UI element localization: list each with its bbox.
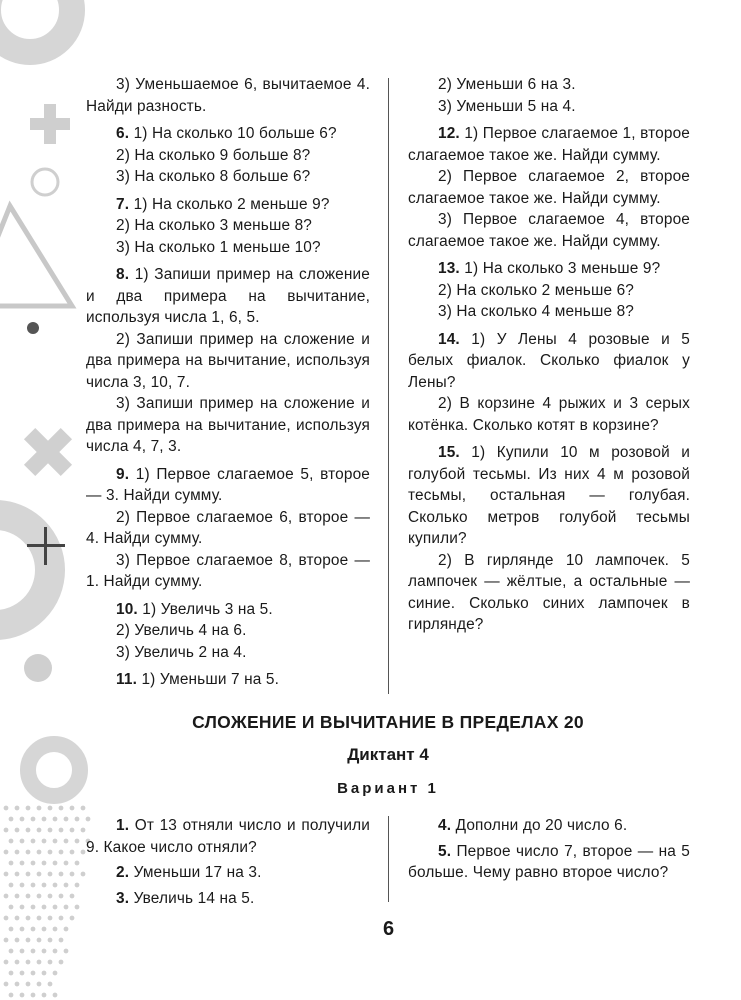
decor-grid-dot bbox=[42, 949, 47, 954]
task-number: 5. bbox=[438, 842, 452, 860]
decor-grid-dot bbox=[64, 839, 69, 844]
task-text: 2) Уменьши 6 на 3. bbox=[438, 76, 576, 93]
decor-grid-dot bbox=[59, 960, 64, 965]
task-number: 14. bbox=[438, 330, 460, 348]
decor-grid-dot bbox=[59, 872, 64, 877]
task-text: 3) На сколько 8 больше 6? bbox=[116, 168, 311, 185]
task-text: 1) Первое слагаемое 5, второе — 3. Найди сумму. bbox=[86, 465, 370, 504]
right-column bbox=[408, 74, 690, 642]
decor-grid-dot bbox=[15, 960, 20, 965]
task-line bbox=[86, 194, 370, 216]
decor-grid-dot bbox=[53, 949, 58, 954]
decor-grid-dot bbox=[48, 894, 53, 899]
bottom-right-column bbox=[408, 815, 690, 888]
decor-grid-dot bbox=[4, 894, 9, 899]
decor-grid-dot bbox=[64, 949, 69, 954]
task-text: 3) Первое слагаемое 8, второе — 1. Найди сумму. bbox=[86, 551, 370, 590]
task-line bbox=[408, 209, 690, 252]
task-number: 13. bbox=[438, 260, 460, 277]
decor-grid-dot bbox=[9, 949, 14, 954]
task-line bbox=[408, 166, 690, 209]
decor-grid-dot bbox=[42, 883, 47, 888]
decor-grid-dot bbox=[37, 828, 42, 833]
decor-grid-dot bbox=[53, 883, 58, 888]
task-line bbox=[86, 123, 370, 145]
task-text: 3) Первое слагаемое 4, второе слагаемое такое же. Найди сумму. bbox=[408, 211, 690, 250]
dictation-item bbox=[408, 841, 690, 884]
dictation-title: Диктант 4 bbox=[347, 745, 429, 764]
decor-grid-dot bbox=[75, 883, 80, 888]
decor-grid-dot bbox=[31, 993, 36, 998]
decor-grid-dot bbox=[53, 861, 58, 866]
task-text: 1) Первое слагаемое 1, второе слагаемое такое же. Найди сумму. bbox=[408, 125, 691, 164]
decor-grid-dot bbox=[20, 905, 25, 910]
task-number: 10. bbox=[116, 600, 138, 618]
decor-grid-dot bbox=[70, 872, 75, 877]
task-text: 1) Запиши пример на сложение и два примера на вычитание, используя числа 1, 6, 5. bbox=[86, 266, 370, 326]
decor-grid-dot bbox=[15, 894, 20, 899]
decor-grid-dot bbox=[81, 850, 86, 855]
task-12 bbox=[408, 123, 690, 252]
decor-grid-dot bbox=[48, 828, 53, 833]
task-number: 3. bbox=[116, 889, 130, 907]
variant-title: Вариант 1 bbox=[337, 780, 439, 797]
decor-grid-dot bbox=[75, 905, 80, 910]
task-text: 1) На сколько 2 меньше 9? bbox=[133, 195, 330, 213]
task-text: 2) На сколько 3 меньше 8? bbox=[116, 217, 313, 234]
task-13 bbox=[408, 258, 690, 323]
task-14 bbox=[408, 329, 690, 437]
task-line bbox=[408, 280, 690, 302]
decor-grid-dot bbox=[59, 894, 64, 899]
decor-grid-dot bbox=[9, 905, 14, 910]
task-7 bbox=[86, 194, 370, 259]
dictation-item bbox=[86, 862, 370, 884]
decor-grid-dot bbox=[42, 905, 47, 910]
decor-grid-dot bbox=[20, 817, 25, 822]
decor-grid-dot bbox=[37, 872, 42, 877]
decor-grid-dot bbox=[26, 960, 31, 965]
decor-grid-dot bbox=[26, 850, 31, 855]
decor-grid-dot bbox=[48, 806, 53, 811]
decor-grid-dot bbox=[64, 883, 69, 888]
decor-grid-dot bbox=[9, 839, 14, 844]
decor-grid-dot bbox=[53, 971, 58, 976]
decor-ring-bottom bbox=[28, 744, 80, 796]
task-text: 3) Запиши пример на сложение и два примера на вычитание, используя числа 4, 7, 3. bbox=[86, 395, 370, 455]
decor-grid-dot bbox=[15, 850, 20, 855]
decor-disc bbox=[24, 654, 52, 682]
decor-grid-dot bbox=[15, 982, 20, 987]
task-11 bbox=[86, 669, 370, 691]
column-divider-bottom bbox=[388, 816, 389, 902]
decor-grid-dot bbox=[31, 905, 36, 910]
decor-grid-dot bbox=[37, 894, 42, 899]
decor-grid-dot bbox=[26, 872, 31, 877]
task-number: 7. bbox=[116, 195, 130, 213]
task-cont bbox=[408, 74, 690, 117]
decor-grid-dot bbox=[26, 828, 31, 833]
decor-grid-dot bbox=[20, 971, 25, 976]
decor-grid-dot bbox=[4, 960, 9, 965]
task-text: 3) На сколько 1 меньше 10? bbox=[116, 238, 321, 256]
decor-grid-dot bbox=[81, 828, 86, 833]
decor-dot bbox=[27, 322, 39, 334]
decor-grid-dot bbox=[70, 828, 75, 833]
decor-grid-dot bbox=[9, 817, 14, 822]
task-line bbox=[86, 74, 370, 117]
task-text: 2) На сколько 9 больше 8? bbox=[116, 146, 311, 164]
task-line bbox=[86, 166, 370, 188]
task-line bbox=[408, 123, 690, 166]
task-line bbox=[408, 442, 690, 550]
decor-grid-dot bbox=[42, 993, 47, 998]
task-number: 6. bbox=[116, 125, 130, 142]
decor-grid-dot bbox=[81, 872, 86, 877]
task-text: 2) В гирлянде 10 лампочек. 5 лампочек — жёлтые, а остальные — синие. Сколько синих лампочек в гирлянде? bbox=[408, 551, 690, 633]
task-number: 4. bbox=[438, 817, 452, 834]
task-line bbox=[408, 96, 690, 118]
decor-grid-dot bbox=[37, 850, 42, 855]
decor-grid-dot bbox=[31, 861, 36, 866]
task-text: 3) Уменьши 5 на 4. bbox=[438, 97, 576, 115]
task-line bbox=[86, 507, 370, 550]
task-8 bbox=[86, 264, 370, 458]
task-line bbox=[408, 258, 690, 280]
task-text: 1) На сколько 10 больше 6? bbox=[133, 125, 337, 142]
task-6 bbox=[86, 123, 370, 188]
task-line bbox=[86, 550, 370, 593]
decor-grid-dot bbox=[48, 960, 53, 965]
task-number: 11. bbox=[116, 671, 137, 688]
decor-grid-dot bbox=[70, 894, 75, 899]
dictation-item bbox=[86, 815, 370, 858]
task-10 bbox=[86, 599, 370, 664]
decor-grid-dot bbox=[75, 861, 80, 866]
decor-grid-dot bbox=[53, 817, 58, 822]
task-cont bbox=[86, 74, 370, 117]
decor-grid-dot bbox=[31, 817, 36, 822]
decor-grid-dot bbox=[42, 861, 47, 866]
task-line bbox=[86, 669, 370, 691]
decor-grid-dot bbox=[42, 971, 47, 976]
task-text: 2) Первое слагаемое 6, второе — 4. Найди сумму. bbox=[86, 508, 370, 547]
decor-grid-dot bbox=[20, 861, 25, 866]
decor-grid-dot bbox=[31, 839, 36, 844]
decor-grid-dot bbox=[70, 850, 75, 855]
task-text: 2) Первое слагаемое 2, второе слагаемое такое же. Найди сумму. bbox=[408, 168, 690, 207]
decor-plus-h bbox=[30, 118, 70, 130]
decor-triangle bbox=[0, 206, 72, 306]
decor-ring-large bbox=[0, 515, 50, 625]
decor-grid-dot bbox=[4, 850, 9, 855]
task-line bbox=[408, 329, 690, 394]
task-line bbox=[86, 599, 370, 621]
task-line bbox=[86, 642, 370, 664]
decor-ring-small bbox=[32, 169, 58, 195]
decor-grid-dot bbox=[64, 861, 69, 866]
dictation-item bbox=[86, 888, 370, 910]
decor-grid-dot bbox=[20, 883, 25, 888]
decor-grid-dot bbox=[48, 850, 53, 855]
task-9 bbox=[86, 464, 370, 593]
decor-grid-dot bbox=[31, 949, 36, 954]
task-line bbox=[86, 464, 370, 507]
decor-grid-dot bbox=[9, 993, 14, 998]
decor-grid-dot bbox=[42, 839, 47, 844]
task-text: Увеличь 14 на 5. bbox=[133, 889, 255, 907]
task-number: 8. bbox=[116, 266, 130, 283]
task-line bbox=[86, 329, 370, 394]
task-text: 2) В корзине 4 рыжих и 3 серых котёнка. Сколько котят в корзине? bbox=[408, 395, 690, 434]
decor-cross bbox=[11, 415, 85, 489]
task-text: 3) Увеличь 2 на 4. bbox=[116, 643, 247, 661]
task-number: 12. bbox=[438, 125, 460, 142]
decor-grid-dot bbox=[48, 872, 53, 877]
task-text: 2) Увеличь 4 на 6. bbox=[116, 622, 247, 639]
task-text: 2) На сколько 2 меньше 6? bbox=[438, 281, 635, 299]
decor-grid-dot bbox=[37, 960, 42, 965]
decor-grid-dot bbox=[37, 806, 42, 811]
bottom-left-column bbox=[86, 815, 370, 913]
page-number: 6 bbox=[382, 918, 395, 940]
decor-grid-dot bbox=[26, 982, 31, 987]
task-line bbox=[86, 145, 370, 167]
task-text: Дополни до 20 число 6. bbox=[455, 817, 628, 834]
decor-dot-grid bbox=[4, 806, 91, 998]
task-number: 1. bbox=[116, 817, 130, 834]
decor-grid-dot bbox=[9, 861, 14, 866]
task-line bbox=[408, 550, 690, 636]
task-line bbox=[86, 393, 370, 458]
task-text: 3) Уменьшаемое 6, вычитаемое 4. Найди разность. bbox=[86, 76, 370, 115]
decor-grid-dot bbox=[59, 850, 64, 855]
column-divider-top bbox=[388, 78, 389, 694]
decor-grid-dot bbox=[64, 817, 69, 822]
task-number: 9. bbox=[116, 465, 130, 483]
decor-grid-dot bbox=[75, 817, 80, 822]
decor-grid-dot bbox=[20, 839, 25, 844]
decor-grid-dot bbox=[4, 806, 9, 811]
task-number: 2. bbox=[116, 864, 130, 881]
task-line bbox=[86, 215, 370, 237]
decor-grid-dot bbox=[64, 905, 69, 910]
decor-grid-dot bbox=[70, 806, 75, 811]
task-text: 1) На сколько 3 меньше 9? bbox=[464, 260, 661, 277]
task-text: 3) На сколько 4 меньше 8? bbox=[438, 303, 635, 320]
task-text: 2) Запиши пример на сложение и два примера на вычитание, используя числа 3, 10, 7. bbox=[86, 330, 370, 391]
decor-grid-dot bbox=[9, 971, 14, 976]
task-text: 1) Увеличь 3 на 5. bbox=[142, 600, 273, 618]
task-15 bbox=[408, 442, 690, 636]
decor-grid-dot bbox=[53, 839, 58, 844]
task-number: 15. bbox=[438, 444, 460, 461]
task-line bbox=[86, 237, 370, 259]
decor-grid-dot bbox=[15, 828, 20, 833]
dictation-item bbox=[408, 815, 690, 837]
task-line bbox=[86, 264, 370, 329]
task-text: Первое число 7, второе — на 5 больше. Чему равно второе число? bbox=[408, 842, 690, 881]
decor-grid-dot bbox=[4, 828, 9, 833]
decor-grid-dot bbox=[9, 883, 14, 888]
decor-grid-dot bbox=[37, 982, 42, 987]
section-title: СЛОЖЕНИЕ И ВЫЧИТАНИЕ В ПРЕДЕЛАХ 20 bbox=[192, 712, 584, 732]
decor-grid-dot bbox=[4, 872, 9, 877]
decor-grid-dot bbox=[20, 993, 25, 998]
task-line bbox=[86, 620, 370, 642]
decor-grid-dot bbox=[31, 971, 36, 976]
task-text: Уменьши 17 на 3. bbox=[133, 864, 262, 881]
task-text: 1) Купили 10 м розовой и голубой тесьмы. Из них 4 м розовой тесьмы, остальная — голубая. Сколько метров голубой тесьмы купили? bbox=[408, 444, 690, 547]
decor-grid-dot bbox=[4, 982, 9, 987]
decor-grid-dot bbox=[26, 806, 31, 811]
task-text: 1) Уменьши 7 на 5. bbox=[141, 671, 280, 688]
decor-grid-dot bbox=[75, 839, 80, 844]
decor-grid-dot bbox=[20, 949, 25, 954]
task-text: 1) У Лены 4 розовые и 5 белых фиалок. Сколько фиалок у Лены? bbox=[408, 330, 690, 391]
decor-grid-dot bbox=[15, 872, 20, 877]
decor-grid-dot bbox=[42, 817, 47, 822]
left-column bbox=[86, 74, 370, 697]
decor-grid-dot bbox=[59, 806, 64, 811]
decor-thin-plus-v bbox=[44, 527, 47, 565]
decor-grid-dot bbox=[15, 806, 20, 811]
task-text: От 13 отняли число и получили 9. Какое число отняли? bbox=[86, 817, 370, 856]
decor-grid-dot bbox=[53, 993, 58, 998]
decor-grid-dot bbox=[26, 894, 31, 899]
decor-grid-dot bbox=[53, 905, 58, 910]
task-line bbox=[408, 74, 690, 96]
task-line bbox=[408, 301, 690, 323]
decor-grid-dot bbox=[81, 806, 86, 811]
decor-circle-top bbox=[0, 0, 72, 52]
decor-grid-dot bbox=[48, 982, 53, 987]
decor-grid-dot bbox=[59, 828, 64, 833]
decor-grid-dot bbox=[31, 883, 36, 888]
task-line bbox=[408, 393, 690, 436]
